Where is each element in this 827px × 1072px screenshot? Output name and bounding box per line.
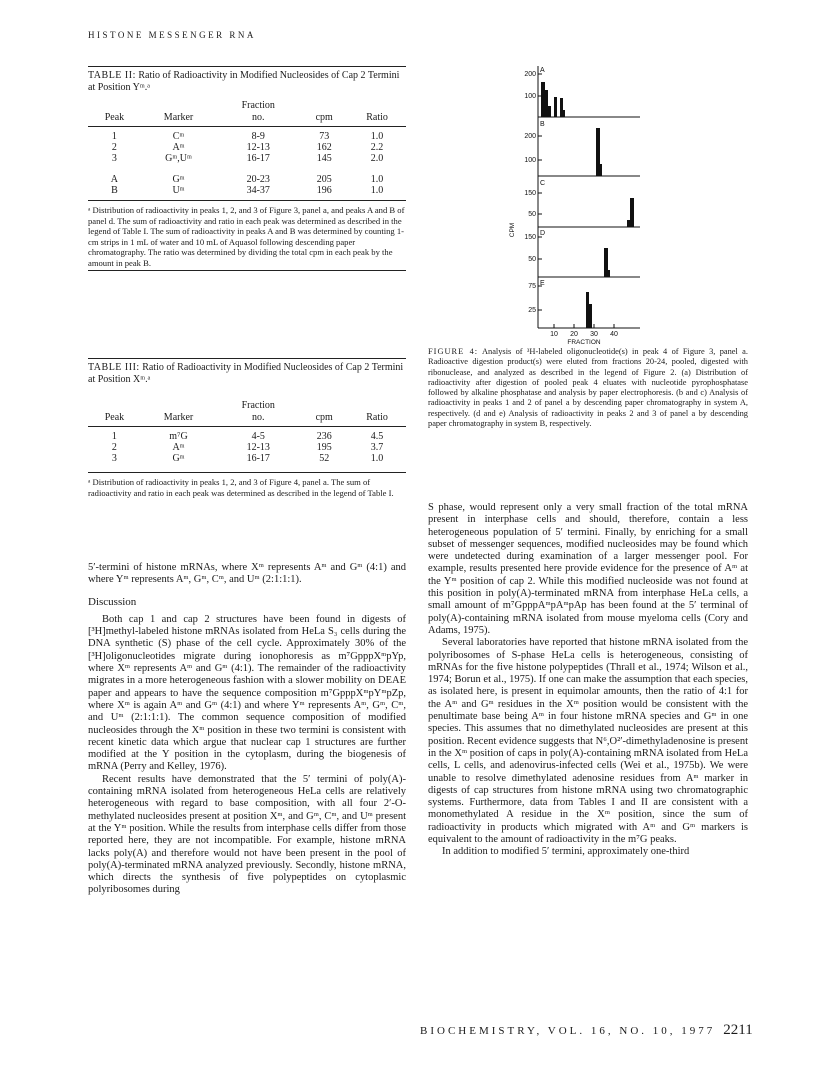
table-3-title: TABLE III: Ratio of Radioactivity in Modified Nucleosides of Cap 2 Termini at Position Xᵐ.ᵃ: [88, 362, 404, 385]
table-3-footnote: ᵃ Distribution of radioactivity in peaks 1, 2, and 3 of Figure 4, panel a. The sum of radioactivity and ratio in each peak was determined as described in the legend of Table I.: [88, 472, 406, 498]
page-number: 2211: [723, 1022, 753, 1038]
bar: [596, 128, 600, 176]
y-tick: 100: [524, 157, 536, 164]
bar: [554, 97, 557, 117]
table-row: 2 Aᵐ 12-13 162 2.2: [111, 142, 384, 153]
col-header-ratio: Ratio: [348, 112, 406, 127]
bar: [589, 304, 592, 328]
table-3-label: TABLE III:: [88, 362, 140, 373]
col-header-ratio: Ratio: [348, 412, 406, 427]
paragraph: In addition to modified 5′ termini, approximately one-third: [442, 846, 690, 858]
panel-letter: C: [540, 180, 546, 187]
table-row: 3 Gᵐ,Uᵐ 16-17 145 2.0: [111, 153, 384, 164]
y-tick: 25: [528, 307, 536, 314]
x-tick: 40: [610, 331, 618, 338]
x-tick: 30: [590, 331, 598, 338]
y-tick: 50: [528, 256, 536, 263]
bar: [608, 270, 610, 277]
table-2-grid: [88, 100, 406, 196]
bar: [548, 106, 551, 117]
col-header-marker: Marker: [141, 412, 216, 427]
bar: [545, 90, 548, 117]
y-tick: 75: [528, 283, 536, 290]
bar: [600, 164, 602, 176]
y-axis-label: CPM: [509, 222, 516, 238]
page-footer: [420, 1022, 753, 1039]
left-column: [88, 562, 406, 897]
paragraph: Recent results have demonstrated that the 5′ termini of poly(A)-containing mRNA isolated from heterogeneous HeLa cells are relatively heterogeneous with regard to base composition, with all four 2′-O-methylated nucleosides present at position Xᵐ, and Gᵐ, Cᵐ, and Uᵐ present at the Yᵐ position. While the results from interphase cells differ from those reported here, they are not incompatible. For example, histone mRNA lacks poly(A) and therefore would not have been present in the pool of poly(A)-terminated mRNA analyzed previously. Secondly, histone mRNA, which directs the synthesis of five polypeptides on cytoplasmic polyribosomes during: [88, 773, 406, 896]
col-header-peak: Peak: [88, 112, 141, 127]
journal-citation: BIOCHEMISTRY, VOL. 16, NO. 10, 1977: [420, 1025, 716, 1037]
section-heading: Discussion: [88, 595, 137, 608]
col-header-cpm: cpm: [300, 112, 348, 127]
figure-4-caption: FIGURE 4: Analysis of ³H-labeled oligonucleotide(s) in peak 4 of Figure 3, panel a. Radioactive digestion product(s) were eluted from fractions 20-24, pooled, digested with ribonuclease, and analyzed as described in the legend of Figure 2. (a) Distribution of radioactivity after digestion of pooled peak 4 eluates with nucleotide pyrophosphatase followed by alkaline phosphatase and analysis by paper electrophoresis. (b and c) Analysis of radioactivity in peaks 1 and 2 of panel a by descending paper chromatography in system A, respectively. (d and e) Analysis of radioactivity in peaks 2 and 3 of panel a by descending paper chromatography in system B, respectively.: [428, 347, 748, 429]
table-2-title: TABLE II: Ratio of Radioactivity in Modified Nucleosides of Cap 2 Termini at Position Yᵐ.ᵃ: [88, 70, 400, 93]
table-2: [88, 66, 406, 271]
table-row: 3 Gᵐ 16-17 52 1.0: [111, 453, 384, 464]
paragraph: Several laboratories have reported that histone mRNA isolated from the polyribosomes of S-phase HeLa cells is heterogeneous, consisting of mRNAs for the five histone polypeptides (Thrall et al., 1974; Wilson et al., 1974; Borun et al., 1975). If one can make the assumption that each species, as isolated here, is present in equimolar amounts, then the ratio of 4:1 for the Aᵐ and Gᵐ residues in the Xᵐ position would be consistent with the penultimate base being Aᵐ in four histone mRNA species and Gᵐ in one species. This assumes that no dimethylated nucleosides are present at this position. Recent evidence suggests that N⁶,O²′-dimethyladenosine is present in the Xᵐ position of caps in poly(A)-containing mRNA isolated from HeLa cells, L cells, and adenovirus-infected cells (Wei et al., 1975b). We were unable to resolve dimethylated adenosine residues from Aᵐ marker in digests of cap structures from histone mRNA using two chromatographic systems. Furthermore, data from Tables I and II are consistent with a monomethylated A residue in the Xᵐ position, since the sum of radioactivity in products which migrated with Aᵐ and Gᵐ markers is equivalent to the amount of radioactivity in the m⁷G peaks.: [428, 637, 748, 846]
table-2-footnote: ᵃ Distribution of radioactivity in peaks 1, 2, and 3 of Figure 3, panel a, and peaks A and B of panel d. The sum of radioactivity and ratio in each peak was determined as described in the legend of Table I. The sum of radioactivity in peaks A and B was determined by counting 1-cm strips in 1 mL of water and 10 mL of Aquasol following descending paper chromatography. The ratio was determined by dividing the total cpm in each peak by the amount in peak B.: [88, 200, 406, 271]
panel-letter: B: [540, 121, 545, 128]
x-tick: 20: [570, 331, 578, 338]
x-axis-label: FRACTION: [567, 339, 601, 346]
running-head: HISTONE MESSENGER RNA: [88, 30, 256, 40]
figure-4-plot: [500, 60, 680, 346]
bar: [560, 98, 563, 117]
table-row: 2 Aᵐ 12-13 195 3.7: [111, 442, 384, 453]
table-row: 1 Cᵐ 8-9 73 1.0: [111, 131, 384, 142]
y-tick: 200: [524, 133, 536, 140]
table-row: A Gᵐ 20-23 205 1.0: [110, 174, 384, 185]
col-header-fraction: Fraction: [241, 100, 275, 111]
table-3-grid: Fraction Peak Marker no. cpm Ratio 1 m⁷G 4-5 236 4.5 2 Aᵐ 12-13 195 3.7 3 Gᵐ 16-17 52 1.0: [88, 400, 406, 464]
paragraph: 5′-termini of histone mRNAs, where Xᵐ represents Aᵐ and Gᵐ (4:1) and where Yᵐ represents Aᵐ, Gᵐ, Cᵐ, and Uᵐ (2:1:1:1).: [88, 562, 406, 586]
figure-4-caption-label: FIGURE 4:: [428, 347, 479, 356]
panel-letter: A: [540, 67, 545, 74]
col-header-fraction-no: no.: [216, 112, 300, 127]
y-tick: 150: [524, 190, 536, 197]
table-row: 1 m⁷G 4-5 236 4.5: [111, 431, 384, 442]
col-header-peak: Peak: [88, 412, 141, 427]
table-row: B Uᵐ 34-37 196 1.0: [111, 185, 384, 196]
col-header-marker: Marker: [141, 112, 216, 127]
bar: [630, 198, 634, 227]
panel-letter: D: [540, 230, 546, 237]
table-2-label: TABLE II:: [88, 70, 136, 81]
y-tick: 50: [528, 211, 536, 218]
paragraph: S phase, would represent only a very small fraction of the total mRNA present in interphase cells and should, therefore, contain a less heterogeneous population of 5′ termini. Finally, by enriching for a small subset of messenger sequences, modified nucleosides may be found which were undetected during examination of a larger messenger pool. For example, results presented here provide evidence for the presence of Aᵐ at the Yᵐ position of cap 2. While this modified nucleoside was not found at this position in poly(A)-terminated mRNA from interphase HeLa cells, a small amount of m⁷GpppAᵐpAᵐpAp has been found at the 5′ terminal of poly(A)-containing mRNA isolated from mouse myeloma cells (Cory and Adams, 1975).: [428, 502, 748, 636]
bar: [563, 110, 565, 117]
col-header-fraction-no: no.: [216, 412, 300, 427]
y-tick: 100: [524, 93, 536, 100]
bar: [541, 82, 545, 117]
y-tick: 200: [524, 71, 536, 78]
col-header-cpm: cpm: [300, 412, 348, 427]
right-column: [428, 502, 748, 859]
x-tick: 10: [550, 331, 558, 338]
bar: [586, 292, 589, 328]
bar: [627, 220, 630, 227]
panel-letter: E: [540, 280, 545, 287]
table-3: [88, 358, 406, 498]
figure-4: [500, 60, 680, 346]
paragraph: Both cap 1 and cap 2 structures have been found in digests of [³H]methyl-labeled histone mRNAs isolated from HeLa S₃ cells during the DNA synthetic (S) phase of the cell cycle. Approximately 30% of the [³H]oligonucleotides migrate during ionophoresis as m⁷GpppXᵐpYp, where Xᵐ represents Aᵐ and Gᵐ (4:1). The remainder of the radioactivity migrates in a more heterogeneous fashion with a slower mobility on DEAE paper and appears to have the sequence composition m⁷GpppXᵐpYᵐpZp, where Xᵐ is again Aᵐ and Gᵐ (4:1) and where Yᵐ represents Aᵐ, Gᵐ, Cᵐ, and Uᵐ (2:1:1:1). The common sequence composition of modified nucleosides through the Xᵐ position in these two termini is consistent with recent kinetic data which argue that nuclear cap 1 structures are further modified at the Y position in the cytoplasm, during the biogenesis of mRNA (Perry and Kelley, 1976).: [88, 613, 406, 773]
bar: [604, 248, 608, 277]
y-tick: 150: [524, 234, 536, 241]
